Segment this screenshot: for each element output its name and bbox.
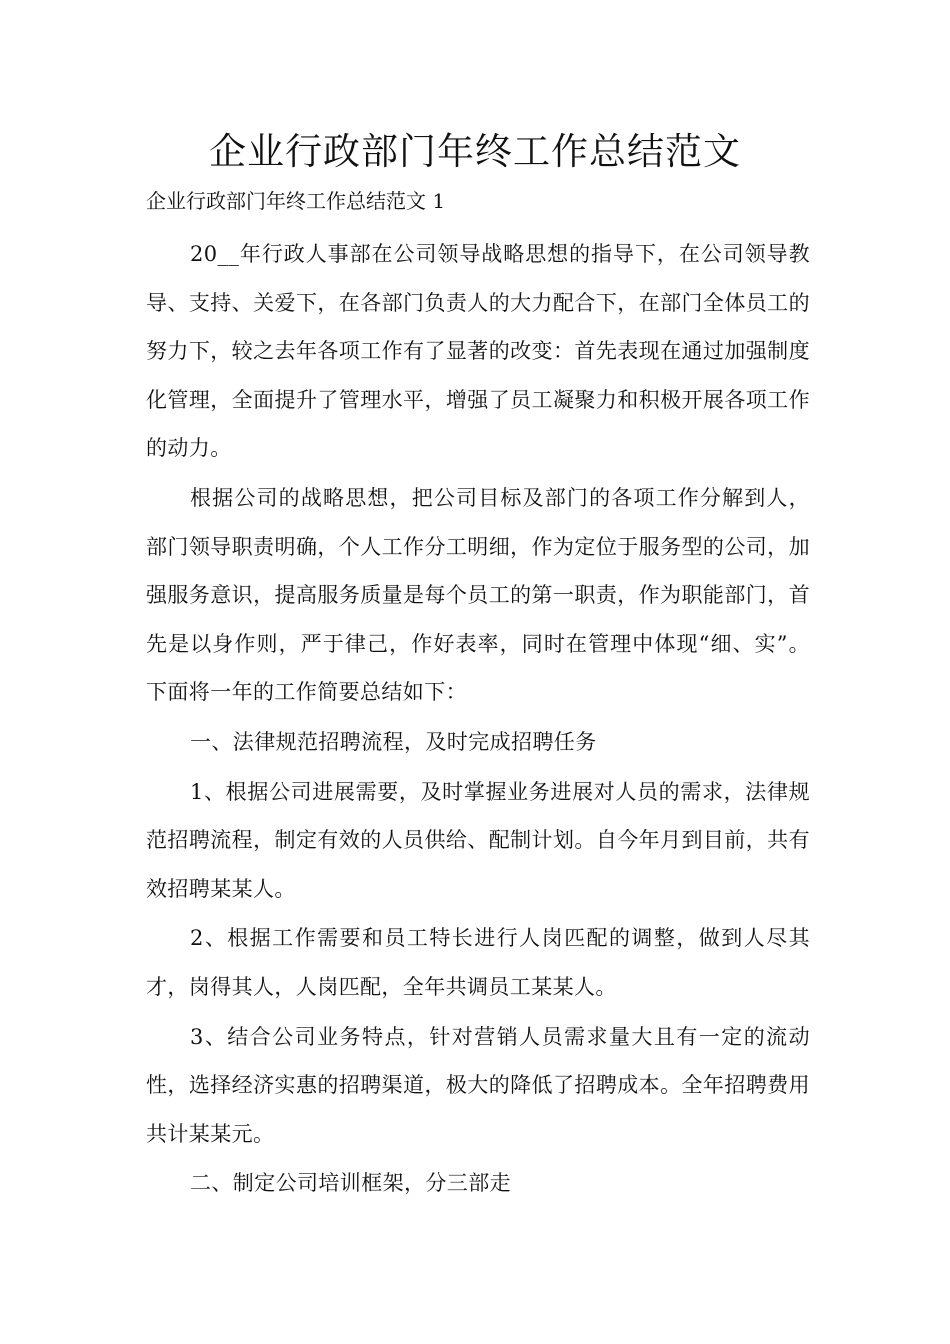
document-body: [146, 230, 810, 1208]
section-heading-recruitment: 一、法律规范招聘流程，及时完成招聘任务: [190, 729, 597, 754]
paragraph-strategy: 根据公司的战略思想，把公司目标及部门的各项工作分解到人，部门领导职责明确，个人工作分工明细，作为定位于服务型的公司，加强服务意识，提高服务质量是每个员工的第一职责，作为职能部门，首先是以身作则，严于律己，作好表率，同时在管理中体现“细、实”。下面将一年的工作简要总结如下：: [146, 485, 810, 705]
paragraph-item-2: 2、根据工作需要和员工特长进行人岗匹配的调整，做到人尽其才，岗得其人，人岗匹配，全年共调员工某某人。: [146, 926, 810, 999]
section-heading-training: 二、制定公司培训框架，分三部走: [190, 1171, 511, 1196]
document-title: 企业行政部门年终工作总结范文: [209, 130, 741, 173]
paragraph-item-3: 3、结合公司业务特点，针对营销人员需求量大且有一定的流动性，选择经济实惠的招聘渠道，极大的降低了招聘成本。全年招聘费用共计某某元。: [146, 1024, 810, 1146]
document-subtitle: 企业行政部门年终工作总结范文 1: [146, 189, 446, 213]
paragraph-intro: 20__年行政人事部在公司领导战略思想的指导下，在公司领导教导、支持、关爱下，在各部门负责人的大力配合下，在部门全体员工的努力下，较之去年各项工作有了显著的改变：首先表现在通过加强制度化管理，全面提升了管理水平，增强了员工凝聚力和积极开展各项工作的动力。: [146, 242, 810, 461]
paragraph-item-1: 1、根据公司进展需要，及时掌握业务进展对人员的需求，法律规范招聘流程，制定有效的人员供给、配制计划。自今年月到目前，共有效招聘某某人。: [146, 779, 810, 901]
